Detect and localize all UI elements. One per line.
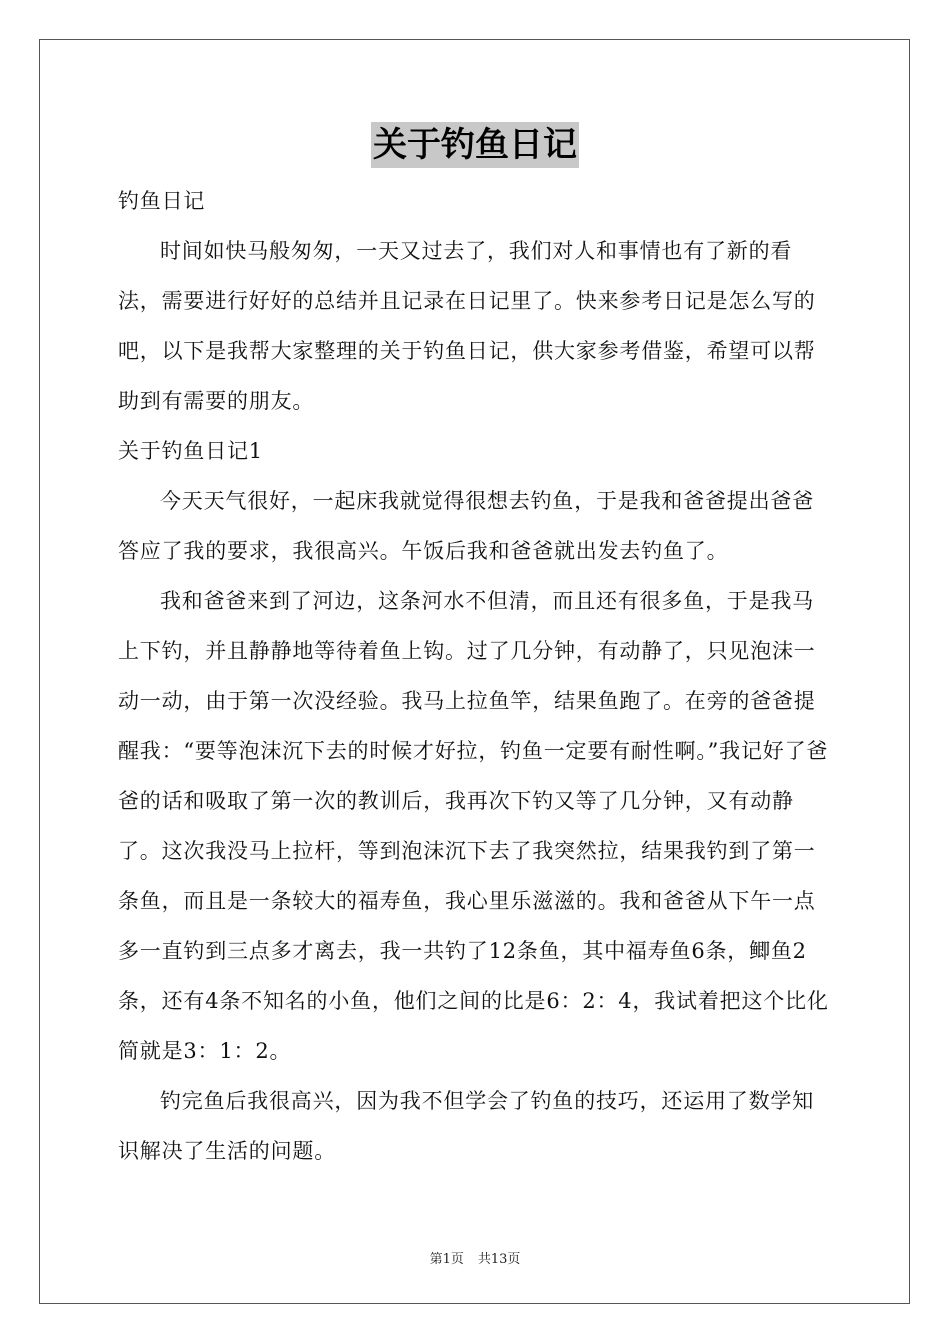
page-footer bbox=[0, 1248, 950, 1267]
paragraph-body-2: 我和爸爸来到了河边，这条河水不但清，而且还有很多鱼，于是我马上下钓，并且静静地等待着鱼上钩。过了几分钟，有动静了，只见泡沫一动一动，由于第一次没经验。我马上拉鱼竿，结果鱼跑了。在旁的爸爸提醒我：“要等泡沫沉下去的时候才好拉，钓鱼一定要有耐性啊。”我记好了爸爸的话和吸取了第一次的教训后，我再次下钓又等了几分钟，又有动静了。这次我没马上拉杆，等到泡沫沉下去了我突然拉，结果我钓到了第一条鱼，而且是一条较大的福寿鱼，我心里乐滋滋的。我和爸爸从下午一点多一直钓到三点多才离去，我一共钓了12条鱼，其中福寿鱼6条，鲫鱼2条，还有4条不知名的小鱼，他们之间的比是6：2：4，我试着把这个比化简就是3：1：2。 bbox=[118, 589, 829, 1063]
title-container bbox=[0, 122, 950, 168]
page-number: 第1页 bbox=[429, 1252, 464, 1267]
paragraph-section-heading: 关于钓鱼日记1 bbox=[118, 439, 263, 463]
paragraph-body-3: 钓完鱼后我很高兴，因为我不但学会了钓鱼的技巧，还运用了数学知识解决了生活的问题。 bbox=[118, 1089, 814, 1163]
paragraph-subtitle: 钓鱼日记 bbox=[118, 189, 206, 213]
document-title: 关于钓鱼日记 bbox=[371, 122, 579, 168]
paragraph-body-1: 今天天气很好，一起床我就觉得很想去钓鱼，于是我和爸爸提出爸爸答应了我的要求，我很高兴。午饭后我和爸爸就出发去钓鱼了。 bbox=[118, 489, 814, 563]
page-total: 共13页 bbox=[477, 1252, 521, 1267]
document-body bbox=[118, 176, 832, 1176]
paragraph-intro: 时间如快马般匆匆，一天又过去了，我们对人和事情也有了新的看法，需要进行好好的总结并且记录在日记里了。快来参考日记是怎么写的吧，以下是我帮大家整理的关于钓鱼日记，供大家参考借鉴，希望可以帮助到有需要的朋友。 bbox=[118, 239, 816, 413]
